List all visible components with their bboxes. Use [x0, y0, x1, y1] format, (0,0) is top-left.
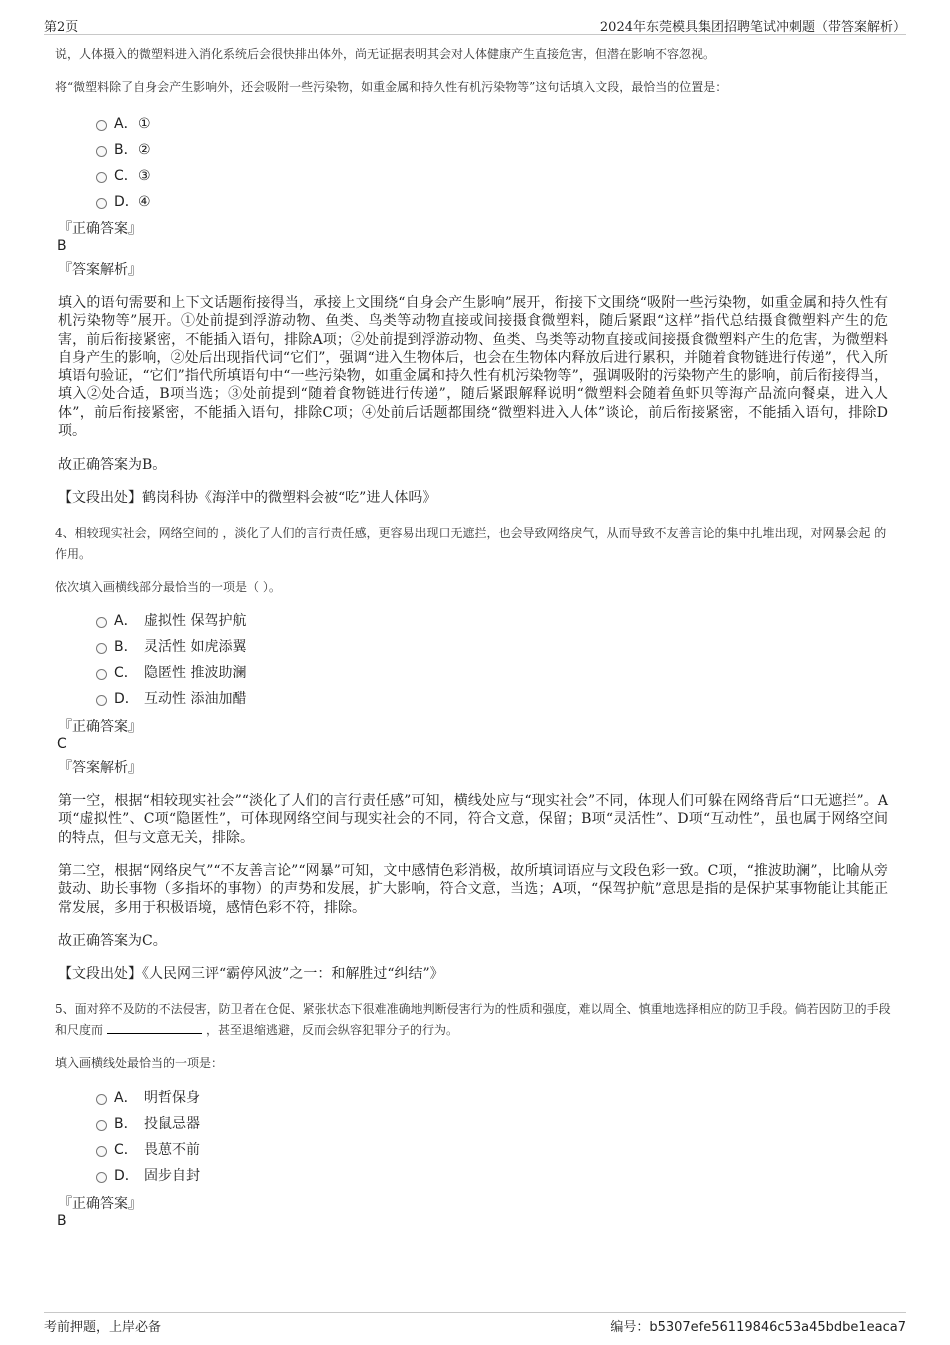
option-a[interactable]: A． 虚拟性 保驾护航	[96, 608, 596, 634]
page-number: 第2页	[44, 20, 79, 35]
passage-continuation: 说，人体摄入的微塑料进入消化系统后会很快排出体外，尚无证据表明其会对人体健康产生直接危害，但潜在影响不容忽视。	[55, 47, 716, 61]
options-q3	[96, 111, 596, 215]
option-c[interactable]: C． 畏葸不前	[96, 1137, 596, 1163]
radio-button[interactable]	[96, 172, 107, 183]
analysis-label: 『答案解析』	[58, 760, 142, 776]
option-b[interactable]: B． ②	[96, 137, 596, 163]
options-q5	[96, 1085, 596, 1189]
correct-answer: B	[57, 1213, 67, 1229]
passage-source: 【文段出处】《人民网三评“霸停风波”之一：和解胜过“纠结”》	[58, 966, 444, 982]
analysis-label: 『答案解析』	[58, 262, 142, 278]
option-a[interactable]: A． 明哲保身	[96, 1085, 596, 1111]
option-c[interactable]: C． ③	[96, 163, 596, 189]
radio-button[interactable]	[96, 617, 107, 628]
question-4-prompt: 依次填入画横线部分最恰当的一项是（ ）。	[55, 580, 281, 594]
option-d[interactable]: D． 固步自封	[96, 1163, 596, 1189]
page-header	[44, 14, 906, 35]
option-d[interactable]: D． ④	[96, 189, 596, 215]
radio-button[interactable]	[96, 1172, 107, 1183]
passage-source: 【文段出处】鹤岗科协《海洋中的微塑料会被“吃”进人体吗》	[58, 490, 437, 506]
option-c[interactable]: C． 隐匿性 推波助澜	[96, 660, 596, 686]
document-code: 编号：b5307efe56119846c53a45bdbe1eaca7	[610, 1320, 906, 1335]
analysis-text: 填入的语句需要和上下文话题衔接得当，承接上文围绕“自身会产生影响”展开，衔接下文围绕“吸附一些污染物，如重金属和持久性有机污染物等”展开。①处前提到浮游动物、鱼类、鸟类等动物直接或间接摄食微塑料，随后紧跟“这样”指代总结摄食微塑料产生的危害，前后衔接紧密，不能插入语句，排除A项；②处前提到浮游动物、鱼类、鸟类等动物直接或间接摄食微塑料产生的危害，为微塑料自身产生的影响，②处后出现指代词“它们”，强调“进入生物体后，也会在生物体内释放后进行累积，并随着食物链进行传递”，代入所填语句验证，“它们”指代所填语句中“一些污染物，如重金属和持久性有机污染物等”，强调吸附的污染物产生的影响，前后衔接得当，填入②处合适，B项当选；③处前提到“随着食物链进行传递”，随后紧跟解释说明“微塑料会随着鱼虾贝等海产品流向餐桌，进入人体”，前后衔接紧密，不能插入语句，排除C项；④处前后话题都围绕“微塑料进入人体”谈论，前后衔接紧密，不能插入语句，排除D项。	[58, 295, 888, 440]
correct-answer-label: 『正确答案』	[58, 719, 142, 735]
radio-button[interactable]	[96, 1094, 107, 1105]
correct-answer: B	[57, 238, 67, 254]
radio-button[interactable]	[96, 198, 107, 209]
radio-button[interactable]	[96, 643, 107, 654]
radio-button[interactable]	[96, 669, 107, 680]
option-b[interactable]: B． 灵活性 如虎添翼	[96, 634, 596, 660]
radio-button[interactable]	[96, 146, 107, 157]
question-4-stem: 4、相较现实社会，网络空间的 ，淡化了人们的言行责任感，更容易出现口无遮拦，也会导致网络戾气，从而导致不友善言论的集中扎堆出现，对网暴会起 的作用。	[55, 526, 887, 561]
page-footer	[44, 1312, 906, 1339]
analysis-text-2: 第二空，根据“网络戾气”“不友善言论”“网暴”可知，文中感情色彩消极，故所填词语应与文段色彩一致。C项，“推波助澜”，比喻从旁鼓动、助长事物（多指坏的事物）的声势和发展，扩大影响，符合文意，当选；A项，“保驾护航”意思是指的是保护某事物能让其能正常发展，多用于积极语境，感情色彩不符，排除。	[58, 863, 888, 916]
option-a[interactable]: A． ①	[96, 111, 596, 137]
blank-line	[107, 1020, 202, 1034]
correct-answer-label: 『正确答案』	[58, 221, 142, 237]
question-prompt: 将“微塑料除了自身会产生影响外，还会吸附一些污染物，如重金属和持久性有机污染物等”这句话填入文段，最恰当的位置是：	[55, 80, 728, 94]
document-title: 2024年东莞模具集团招聘笔试冲刺题（带答案解析）	[599, 20, 906, 35]
options-q4	[96, 608, 596, 712]
question-5-stem: 5、面对猝不及防的不法侵害，防卫者在仓促、紧张状态下很难准确地判断侵害行为的性质和强度，难以周全、慎重地选择相应的防卫手段。倘若因防卫的手段和尺度而 ，甚至退缩逃避，反而会纵容犯罪分子的行为。	[55, 1002, 891, 1037]
option-d[interactable]: D． 互动性 添油加醋	[96, 686, 596, 712]
correct-answer-label: 『正确答案』	[58, 1196, 142, 1212]
analysis-conclusion: 故正确答案为B。	[58, 457, 167, 473]
footer-slogan: 考前押题，上岸必备	[44, 1320, 162, 1335]
radio-button[interactable]	[96, 120, 107, 131]
option-b[interactable]: B． 投鼠忌器	[96, 1111, 596, 1137]
correct-answer: C	[57, 736, 67, 752]
analysis-text-1: 第一空，根据“相较现实社会”“淡化了人们的言行责任感”可知，横线处应与“现实社会”不同，体现人们可躲在网络背后“口无遮拦”。A项“虚拟性”、C项“隐匿性”，可体现网络空间与现实社会的不同，符合文意，保留；B项“灵活性”、D项“互动性”，虽也属于网络空间的特点，但与文意无关，排除。	[58, 793, 888, 846]
radio-button[interactable]	[96, 1120, 107, 1131]
question-5-prompt: 填入画横线处最恰当的一项是：	[55, 1056, 224, 1070]
radio-button[interactable]	[96, 1146, 107, 1157]
analysis-conclusion: 故正确答案为C。	[58, 933, 167, 949]
radio-button[interactable]	[96, 695, 107, 706]
